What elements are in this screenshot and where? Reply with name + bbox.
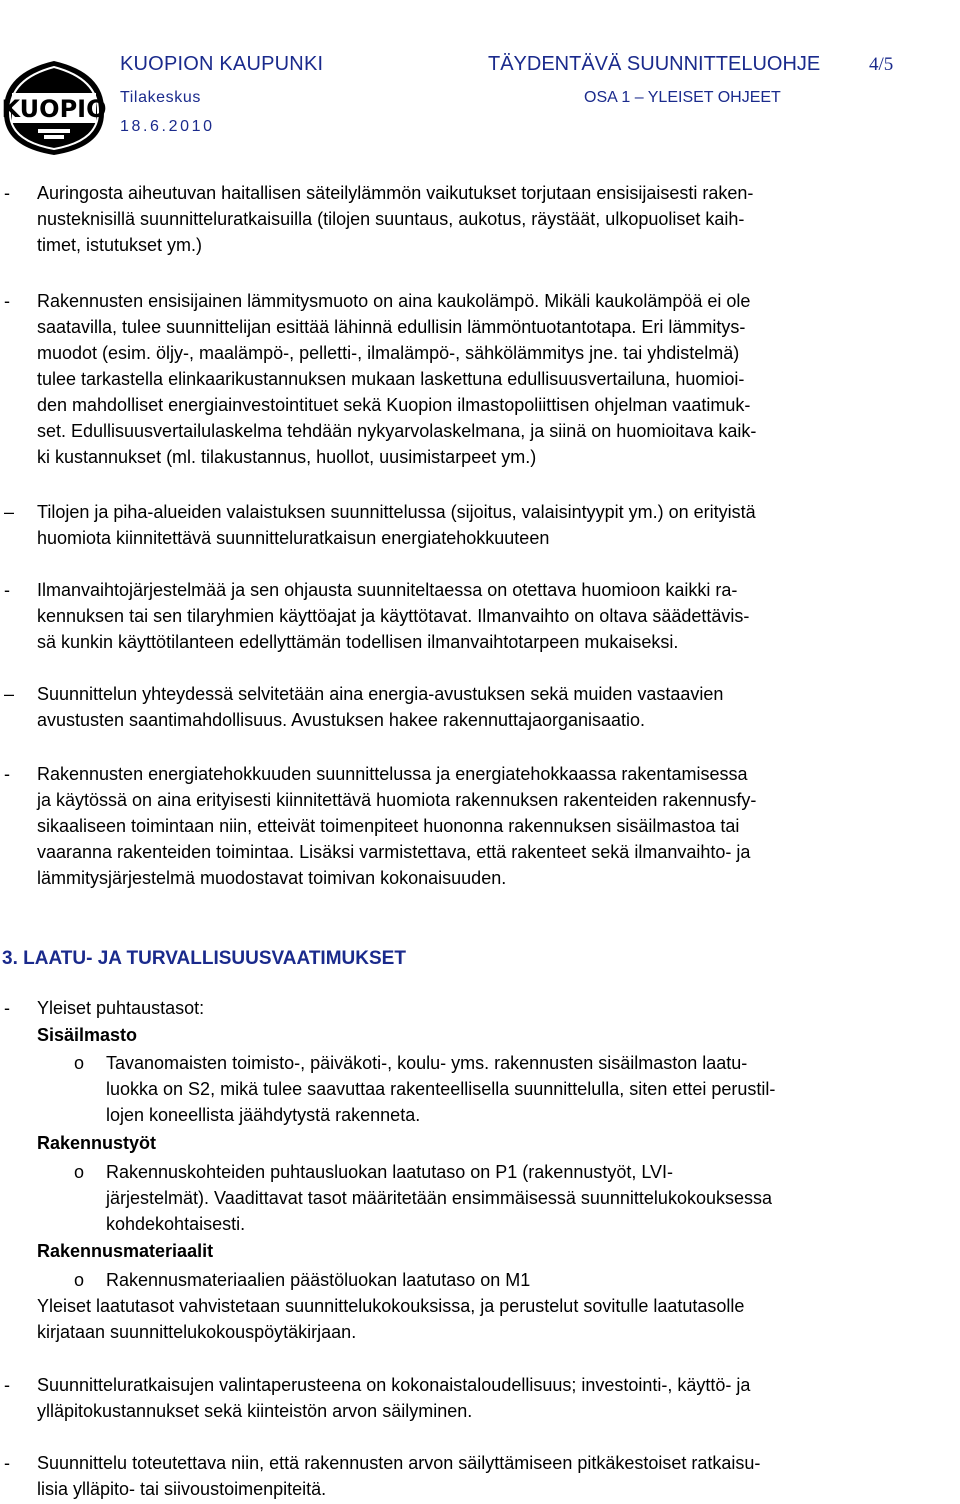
list-dash: –: [4, 684, 15, 704]
page-number: 4/5: [869, 54, 894, 75]
text-line: tulee tarkastella elinkaarikustannuksen mukaan laskettuna edullisuusvertailuna, huomioi-: [37, 369, 745, 389]
subheading-rakennustyot: Rakennustyöt: [37, 1133, 157, 1153]
text-line: Rakennusmateriaalien päästöluokan laatutaso on M1: [106, 1270, 531, 1290]
text-line: sä kunkin käyttötilanteen edellyttämän todellisen ilmanvaihtotarpeen mukaiseksi.: [37, 632, 679, 652]
list-dash: -: [4, 580, 10, 600]
text-line: ja käytössä on aina erityisesti kiinnitettävä huomiota rakennuksen rakenteiden rakennusfy-: [37, 790, 757, 810]
text-line: Tilojen ja piha-alueiden valaistuksen suunnittelussa (sijoitus, valaisintyypit ym.) on erityistä: [37, 502, 756, 522]
text-line: Suunnittelu toteutettava niin, että rakennusten arvon säilyttämiseen pitkäkestoiset ratkaisu-: [37, 1453, 761, 1473]
subheading-sisailmasto: Sisäilmasto: [37, 1025, 138, 1045]
text-line: Rakennuskohteiden puhtausluokan laatutaso on P1 (rakennustyöt, LVI-: [106, 1162, 674, 1182]
text-line: set. Edullisuusvertailulaskelma tehdään nykyarvolaskelmana, ja siinä on huomioitava kaik-: [37, 421, 757, 441]
text-line: lisia ylläpito- tai siivoustoimenpiteitä.: [37, 1479, 327, 1499]
department: Tilakeskus: [120, 89, 201, 106]
text-line: Tavanomaisten toimisto-, päiväkoti-, koulu- yms. rakennusten sisäilmaston laatu-: [106, 1053, 748, 1073]
text-line: saatavilla, tulee suunnittelijan esittää lähinnä edullisin lämmöntuotantotapa. Eri lämmitys-: [37, 317, 746, 337]
text-line: nusteknisillä suunnitteluratkaisuilla (tilojen suuntaus, aukotus, räystäät, ulkopuoliset kaih-: [37, 209, 745, 229]
text-line: avustusten saantimahdollisuus. Avustuksen hakee rakennuttajaorganisaatio.: [37, 710, 646, 730]
text-line: den mahdolliset energiainvestointituet sekä Kuopion ilmastopoliittisen ohjelman vaatimuk-: [37, 395, 751, 415]
section-heading: 3. LAATU- JA TURVALLISUUSVAATIMUKSET: [2, 948, 406, 969]
text-line: lämmitysjärjestelmä muodostavat toimivan kokonaisuuden.: [37, 868, 507, 888]
text-line: Rakennusten ensisijainen lämmitysmuoto on aina kaukolämpö. Mikäli kaukolämpöä ei ole: [37, 291, 751, 311]
list-marker: o: [74, 1162, 85, 1182]
text-line: Suunnittelun yhteydessä selvitetään aina energia-avustuksen sekä muiden vastaavien: [37, 684, 724, 704]
text-line: timet, istutukset ym.): [37, 235, 203, 255]
document-section: OSA 1 – YLEISET OHJEET: [584, 89, 781, 106]
list-dash: -: [4, 764, 10, 784]
text-line: kirjataan suunnittelukokouspöytäkirjaan.: [37, 1322, 357, 1342]
text-line: muodot (esim. öljy-, maalämpö-, pelletti-, ilmalämpö-, sähkölämmitys jne. tai yhdistelmä): [37, 343, 740, 363]
text-line: kohdekohtaisesti.: [106, 1214, 246, 1234]
organization-name: KUOPION KAUPUNKI: [120, 53, 324, 75]
list-marker: o: [74, 1053, 85, 1073]
subheading-rakennusmateriaalit: Rakennusmateriaalit: [37, 1241, 214, 1261]
text-line: Ilmanvaihtojärjestelmää ja sen ohjausta suunniteltaessa on otettava huomioon kaikki ra-: [37, 580, 738, 600]
list-dash: -: [4, 291, 10, 311]
text-line: vaaranna rakenteiden toimintaa. Lisäksi varmistettava, että rakenteet sekä ilmanvaihto- ja: [37, 842, 751, 862]
text-line: luokka on S2, mikä tulee saavuttaa rakenteellisella suunnittelulla, siten ettei perustil-: [106, 1079, 776, 1099]
text-line: ki kustannukset (ml. tilakustannus, huollot, uusimistarpeet ym.): [37, 447, 537, 467]
text-line: Yleiset laatutasot vahvistetaan suunnittelukokouksissa, ja perustelut sovitulle laatutasolle: [37, 1296, 745, 1316]
text-line: Suunnitteluratkaisujen valintaperusteena on kokonaistaloudellisuus; investointi-, käyttö- ja: [37, 1375, 751, 1395]
list-dash: -: [4, 998, 10, 1018]
document-date: 18.6.2010: [120, 118, 215, 135]
kuopio-logo: [0, 55, 108, 159]
list-dash: -: [4, 1453, 10, 1473]
text-line: kennuksen tai sen tilaryhmien käyttöajat ja käyttötavat. Ilmanvaihto on oltava säädettävis-: [37, 606, 750, 626]
text-line: huomiota kiinnitettävä suunnitteluratkaisun energiatehokkuuteen: [37, 528, 550, 548]
text-line: ylläpitokustannukset sekä kiinteistön arvon säilyminen.: [37, 1401, 473, 1421]
text-line: Auringosta aiheutuvan haitallisen säteilylämmön vaikutukset torjutaan ensisijaisesti raken-: [37, 183, 754, 203]
logo-text: KUOPIO: [1, 95, 107, 123]
text-line: Rakennusten energiatehokkuuden suunnittelussa ja energiatehokkaassa rakentamisessa: [37, 764, 748, 784]
list-marker: o: [74, 1270, 85, 1290]
intro-text: Yleiset puhtaustasot:: [37, 998, 205, 1018]
document-title: TÄYDENTÄVÄ SUUNNITTELUOHJE: [488, 53, 821, 75]
text-line: lojen koneellista jäähdytystä rakenneta.: [106, 1105, 421, 1125]
list-dash: –: [4, 502, 15, 522]
text-line: järjestelmät). Vaadittavat tasot määritetään ensimmäisessä suunnittelukokouksessa: [106, 1188, 772, 1208]
text-line: sikaaliseen toimintaan niin, etteivät toimenpiteet huononna rakennuksen sisäilmastoa tai: [37, 816, 740, 836]
list-dash: -: [4, 1375, 10, 1395]
list-dash: -: [4, 183, 10, 203]
